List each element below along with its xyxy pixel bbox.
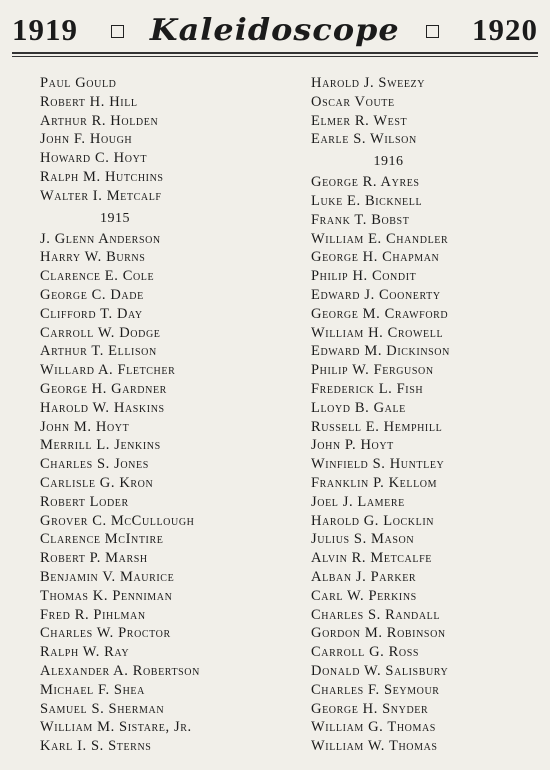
name-entry: Harold J. Sweezy (311, 75, 426, 91)
header-year-left: 1919 (12, 12, 78, 47)
name-entry: Willard A. Fletcher (40, 362, 176, 379)
name-entry: Arthur T. Ellison (40, 343, 157, 360)
name-entry: Paul Gould (40, 75, 117, 91)
left-name-column (40, 74, 280, 756)
name-entry: Charles S. Randall (311, 606, 441, 623)
name-entry: Samuel S. Sherman (40, 700, 165, 717)
name-entry: George C. Dade (40, 286, 144, 303)
name-entry: Frederick L. Fish (311, 380, 424, 397)
name-entry: Robert Loder (40, 493, 129, 510)
page-header (0, 8, 550, 52)
header-rule-thin (12, 56, 538, 57)
name-entry: George H. Snyder (311, 700, 429, 717)
name-entry: George M. Crawford (311, 305, 449, 322)
name-entry: Philip W. Ferguson (311, 362, 434, 379)
name-entry: Joel J. Lamere (311, 493, 405, 510)
name-entry: George R. Ayres (311, 174, 420, 191)
name-list (311, 74, 541, 149)
name-entry: William M. Sistare, Jr. (40, 719, 192, 736)
name-entry: Thomas K. Penniman (40, 587, 173, 604)
name-entry: Walter I. Metcalf (40, 187, 162, 204)
name-entry: Carl W. Perkins (311, 587, 417, 604)
name-entry: Ralph M. Hutchins (40, 168, 164, 185)
name-entry: Elmer R. West (311, 112, 408, 129)
name-list (40, 74, 280, 206)
name-entry: John F. Hough (40, 131, 133, 148)
name-entry: Alexander A. Robertson (40, 662, 200, 679)
name-entry: Clarence E. Cole (40, 268, 155, 285)
name-list (40, 230, 280, 756)
name-entry: Edward M. Dickinson (311, 343, 450, 360)
name-entry: Clifford T. Day (40, 305, 143, 322)
name-entry: Merrill L. Jenkins (40, 437, 161, 454)
name-entry: J. Glenn Anderson (40, 230, 161, 247)
name-entry: Charles F. Seymour (311, 681, 440, 698)
name-entry: Alvin R. Metcalfe (311, 550, 432, 567)
name-entry: Oscar Voute (311, 93, 395, 110)
header-year-right: 1920 (471, 12, 538, 47)
name-entry: William E. Chandler (311, 230, 449, 247)
name-entry: Luke E. Bicknell (311, 192, 423, 209)
name-entry: William W. Thomas (311, 738, 438, 755)
name-entry: Carroll W. Dodge (40, 324, 161, 341)
name-entry: Philip H. Condit (311, 268, 417, 285)
name-entry: Franklin P. Kellom (311, 474, 438, 491)
name-entry: George H. Chapman (311, 249, 440, 266)
name-entry: Carlisle G. Kron (40, 474, 154, 491)
name-entry: Grover C. McCullough (40, 512, 195, 529)
name-entry: Robert P. Marsh (40, 550, 148, 567)
name-entry: Gordon M. Robinson (311, 625, 446, 642)
name-entry: Ralph W. Ray (40, 644, 130, 661)
name-entry: Earle S. Wilson (311, 131, 417, 148)
name-entry: Howard C. Hoyt (40, 150, 148, 167)
class-year-heading: 1915 (100, 210, 130, 226)
name-entry: William H. Crowell (311, 324, 444, 341)
name-entry: Benjamin V. Maurice (40, 568, 175, 585)
name-list (311, 173, 541, 756)
name-entry: John P. Hoyt (311, 437, 394, 454)
class-year-heading: 1916 (373, 154, 404, 170)
page-title: Kaleidoscope (150, 12, 400, 48)
header-rule (12, 52, 538, 54)
name-entry: Julius S. Mason (311, 531, 415, 548)
name-entry: Harold W. Haskins (40, 399, 165, 416)
name-entry: Frank T. Bobst (311, 211, 410, 228)
name-entry: Charles W. Proctor (40, 625, 171, 642)
name-entry: Alban J. Parker (311, 568, 417, 585)
name-entry: Fred R. Pihlman (40, 606, 146, 623)
name-entry: Michael F. Shea (40, 681, 145, 698)
name-entry: Charles S. Jones (40, 456, 149, 473)
name-entry: Robert H. Hill (40, 93, 138, 110)
name-entry: John M. Hoyt (40, 418, 130, 435)
name-entry: Winfield S. Huntley (311, 456, 445, 473)
name-entry: Donald W. Salisbury (311, 662, 449, 679)
name-entry: Russell E. Hemphill (311, 418, 443, 435)
name-entry: Arthur R. Holden (40, 112, 159, 129)
right-name-column (311, 74, 541, 756)
square-ornament-icon (111, 25, 124, 38)
name-entry: William G. Thomas (311, 719, 436, 736)
name-entry: George H. Gardner (40, 380, 167, 397)
name-entry: Lloyd B. Gale (311, 399, 406, 416)
name-entry: Edward J. Coonerty (311, 286, 441, 303)
name-entry: Carroll G. Ross (311, 644, 420, 661)
name-entry: Karl I. S. Sterns (40, 738, 152, 755)
name-entry: Clarence McIntire (40, 531, 164, 548)
square-ornament-icon (426, 25, 439, 38)
name-entry: Harry W. Burns (40, 249, 146, 266)
name-entry: Harold G. Locklin (311, 512, 435, 529)
